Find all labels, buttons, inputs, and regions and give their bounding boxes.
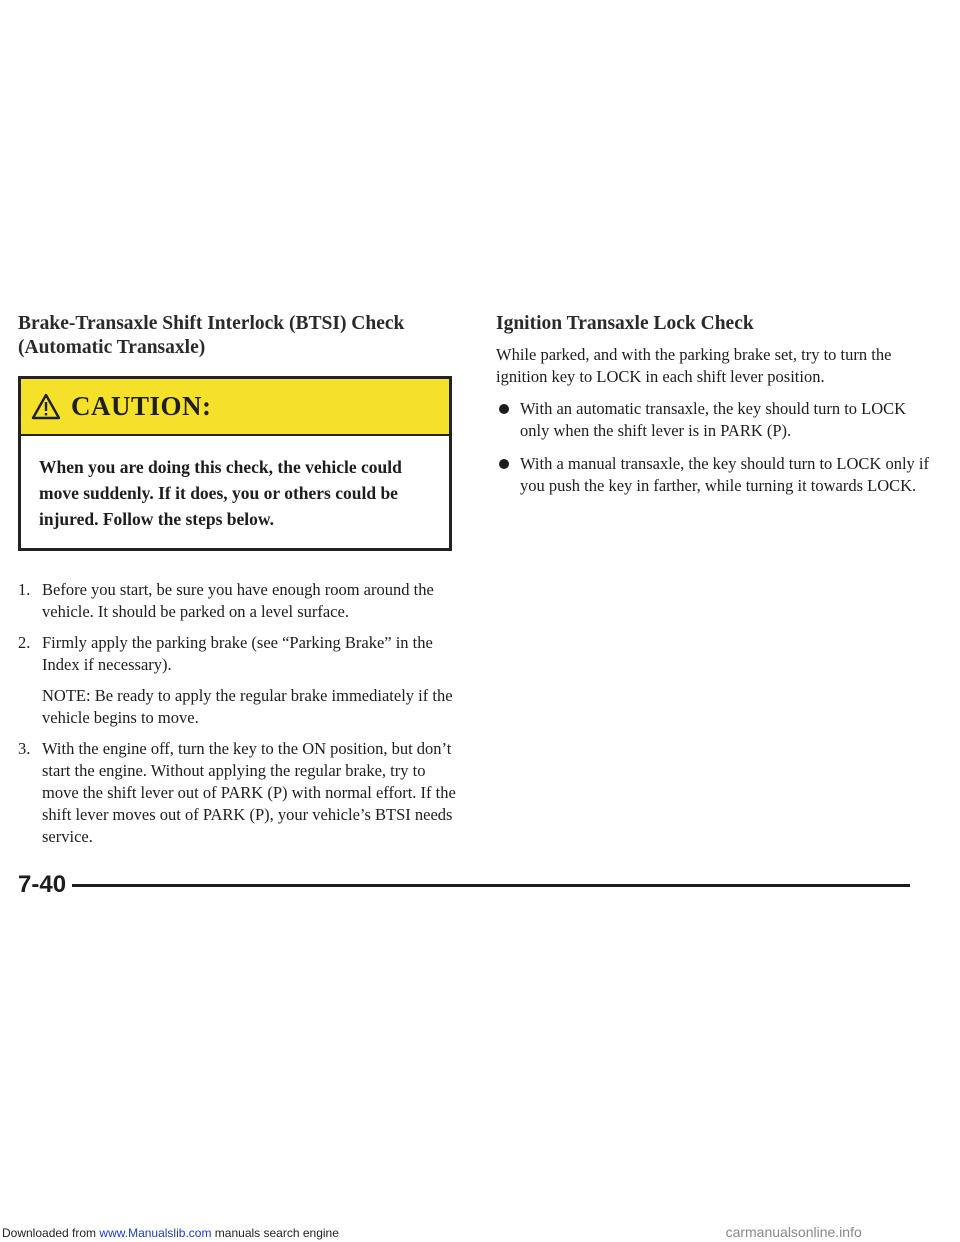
list-item — [18, 632, 458, 729]
step-text: Firmly apply the parking brake (see “Parking Brake” in the Index if necessary). — [42, 633, 433, 674]
lock-check-heading: Ignition Transaxle Lock Check — [496, 313, 754, 334]
step-number: 3. — [18, 739, 31, 758]
btsi-heading: Brake-Transaxle Shift Interlock (BTSI) Check (Automatic Transaxle) — [18, 313, 405, 358]
source-prefix: Downloaded from — [2, 1226, 97, 1240]
caution-header — [21, 379, 449, 436]
step-number: 1. — [18, 580, 31, 599]
right-column — [496, 312, 936, 508]
step-text: Before you start, be sure you have enough room around the vehicle. It should be parked on a level surface. — [42, 580, 434, 621]
bullet-text: With a manual transaxle, the key should turn to LOCK only if you push the key in farther, while turning it towards LOCK. — [520, 454, 930, 495]
step-note: NOTE: Be ready to apply the regular brake immediately if the vehicle begins to move. — [42, 686, 453, 727]
watermark-text: carmanualsonline.info — [725, 1224, 862, 1240]
warning-triangle-icon — [31, 393, 61, 420]
footer-rule — [72, 884, 910, 887]
page-number: 7-40 — [18, 871, 67, 898]
bullet-icon — [499, 404, 509, 414]
list-item — [496, 398, 936, 442]
bullet-icon — [499, 459, 509, 469]
source-link[interactable]: www.Manualslib.com — [99, 1226, 212, 1240]
caution-title: CAUTION: — [71, 391, 212, 421]
page-footer — [18, 871, 910, 899]
list-item — [18, 579, 458, 623]
caution-box — [18, 376, 452, 551]
left-column — [18, 312, 458, 857]
step-text: With the engine off, turn the key to the ON position, but don’t start the engine. Without applying the regular brake, try to move the shift lever out of PARK (P) with normal effort. If the shift lever moves out of PARK (P), your vehicle’s BTSI needs service. — [42, 739, 456, 846]
source-line — [2, 1224, 862, 1240]
bullet-list — [496, 398, 936, 497]
list-item — [496, 453, 936, 497]
caution-text: When you are doing this check, the vehicle could move suddenly. If it does, you or others could be injured. Follow the steps below. — [39, 457, 402, 529]
bullet-text: With an automatic transaxle, the key should turn to LOCK only when the shift lever is in PARK (P). — [520, 399, 907, 440]
source-suffix: manuals search engine — [214, 1226, 339, 1240]
step-number: 2. — [18, 633, 31, 652]
steps-list — [18, 579, 458, 848]
list-item — [18, 738, 458, 848]
lock-check-intro: While parked, and with the parking brake set, try to turn the ignition key to LOCK in each shift lever position. — [496, 345, 892, 386]
